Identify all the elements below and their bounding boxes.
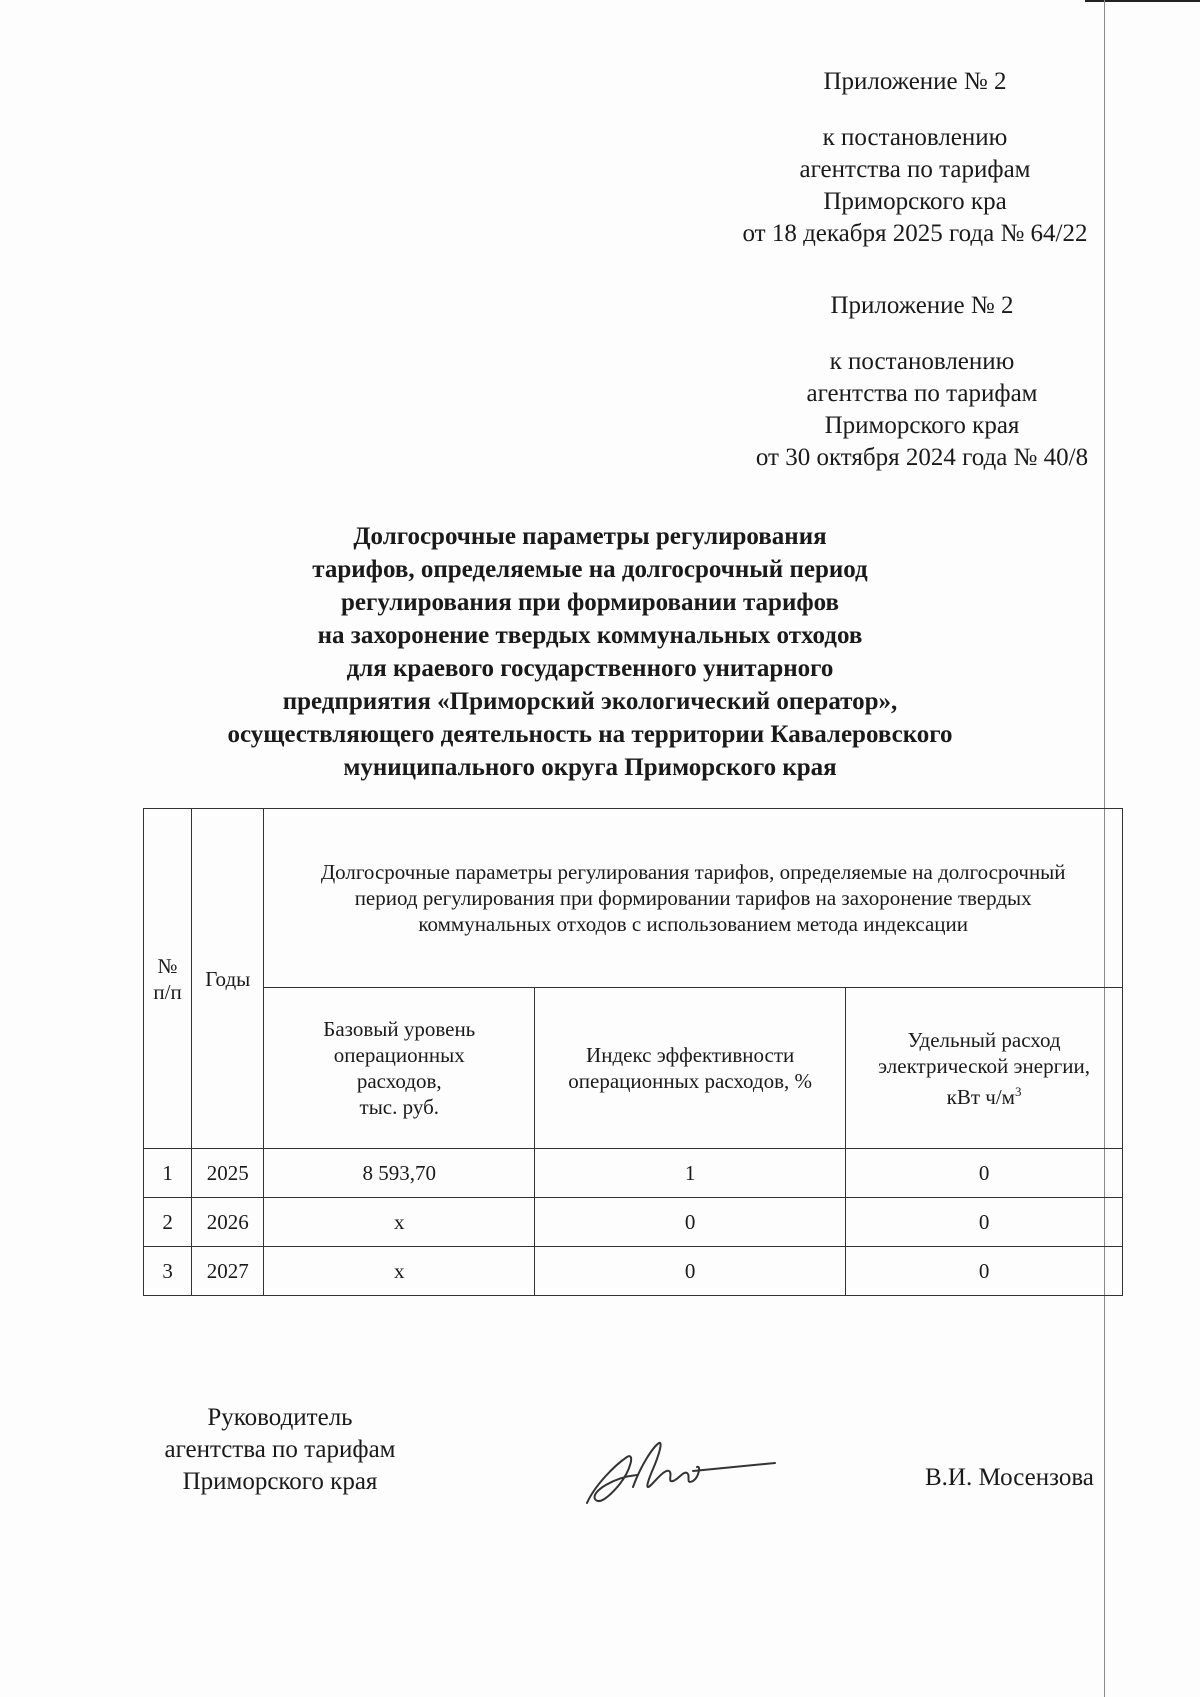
header-energy-unit-sup: 3	[1014, 1083, 1022, 1099]
document-heading	[150, 520, 1030, 784]
appendix-previous-line: от 30 октября 2024 года № 40/8	[755, 444, 1089, 471]
heading-line: тарифов, определяемые на долгосрочный период	[312, 556, 868, 583]
appendix-previous-line: агентства по тарифам	[806, 380, 1038, 407]
signer-position	[135, 1402, 425, 1498]
appendix-previous-line: к постановлению	[829, 348, 1015, 375]
cell-index: 0	[535, 1247, 846, 1296]
cell-base: x	[264, 1198, 535, 1247]
header-year: Годы	[192, 809, 264, 1149]
signer-position-line: Приморского края	[182, 1468, 378, 1495]
heading-line: для краевого государственного унитарного	[346, 655, 834, 682]
signer-position-line: агентства по тарифам	[164, 1436, 396, 1463]
header-base-line: Базовый уровень	[323, 1017, 476, 1041]
appendix-previous-title: Приложение № 2	[830, 292, 1014, 319]
heading-line: муниципального округа Приморского края	[343, 754, 837, 781]
appendix-previous-line: Приморского края	[824, 412, 1020, 439]
cell-num: 3	[144, 1247, 192, 1296]
cell-num: 2	[144, 1198, 192, 1247]
header-group: Долгосрочные параметры регулирования тарифов, определяемые на долгосрочный период регулирования при формировании тарифов на захоронение твердых коммунальных отходов с использованием метода индексации	[264, 809, 1123, 988]
header-base-line: тыс. руб.	[359, 1095, 440, 1119]
scan-edge-artifact	[1085, 0, 1200, 2]
header-energy-line: Удельный расход	[907, 1027, 1061, 1052]
cell-year: 2025	[192, 1149, 264, 1198]
appendix-current-line: к постановлению	[822, 124, 1008, 151]
cell-num: 1	[144, 1149, 192, 1198]
signer-position-line: Руководитель	[207, 1404, 353, 1431]
appendix-previous	[697, 290, 1147, 474]
cell-base: 8 593,70	[264, 1149, 535, 1198]
heading-line: осуществляющего деятельность на территории Кавалеровского	[227, 721, 953, 748]
appendix-current-line: от 18 декабря 2025 года № 64/22	[742, 220, 1088, 247]
cell-energy: 0	[846, 1198, 1123, 1247]
header-index-line: Индекс эффективности	[586, 1043, 795, 1067]
heading-line: Долгосрочные параметры регулирования	[353, 523, 827, 550]
cell-energy: 0	[846, 1247, 1123, 1296]
table-row	[144, 1247, 1123, 1296]
header-energy-unit: кВт ч/м	[946, 1084, 1015, 1109]
header-index-line: операционных расходов, %	[568, 1069, 813, 1093]
cell-year: 2026	[192, 1198, 264, 1247]
cell-base: x	[264, 1247, 535, 1296]
cell-year: 2027	[192, 1247, 264, 1296]
heading-line: на захоронение твердых коммунальных отходов	[317, 622, 863, 649]
handwritten-signature	[575, 1425, 785, 1525]
heading-line: регулирования при формировании тарифов	[340, 589, 840, 616]
appendix-current-line: Приморского кра	[823, 188, 1007, 215]
appendix-current	[690, 66, 1140, 250]
header-energy-line: электрической энергии,	[878, 1053, 1090, 1078]
header-base-level	[264, 988, 535, 1149]
heading-line: предприятия «Приморский экологический оператор»,	[282, 688, 898, 715]
signer-name: В.И. Мосензова	[925, 1464, 1094, 1491]
appendix-current-line: агентства по тарифам	[799, 156, 1031, 183]
header-num: № п/п	[144, 809, 192, 1149]
cell-index: 1	[535, 1149, 846, 1198]
header-efficiency-index	[535, 988, 846, 1149]
parameters-table	[143, 808, 1123, 1296]
header-base-line: операционных	[333, 1043, 465, 1067]
table-row	[144, 1198, 1123, 1247]
header-base-line: расходов,	[356, 1069, 442, 1093]
appendix-current-title: Приложение № 2	[823, 68, 1007, 95]
cell-energy: 0	[846, 1149, 1123, 1198]
cell-index: 0	[535, 1198, 846, 1247]
header-energy-consumption	[846, 988, 1123, 1149]
table-row	[144, 1149, 1123, 1198]
